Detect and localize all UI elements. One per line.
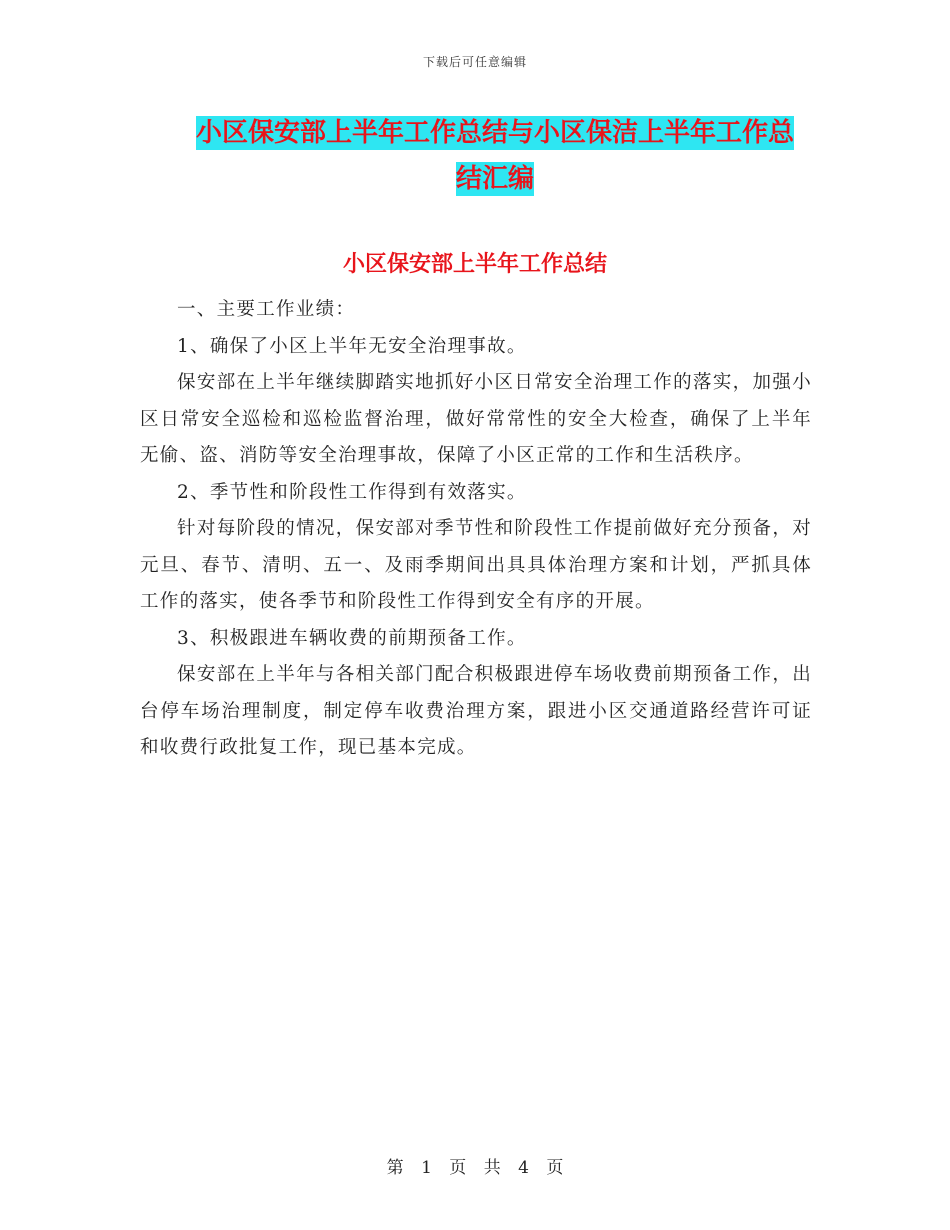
document-title-line-2: 结汇编 [455, 164, 534, 194]
page-number: 1 [421, 1158, 432, 1178]
total-suffix: 页 [546, 1158, 564, 1178]
paragraph: 2、季节性和阶段性工作得到有效落实。 [177, 481, 527, 503]
paragraph: 1、确保了小区上半年无安全治理事故。 [177, 335, 527, 357]
section-title: 小区保安部上半年工作总结 [342, 252, 607, 277]
paragraph: 保安部在上半年与各相关部门配合积极跟进停车场收费前期预备工作，出台停车场治理制度，制定停车收费治理方案，跟进小区交通道路经营许可证和收费行政批复工作，现已基本完成。 [140, 664, 812, 758]
total-prefix: 共 [483, 1158, 501, 1178]
document-title [150, 110, 840, 202]
document-body [140, 292, 812, 767]
paragraph: 3、积极跟进车辆收费的前期预备工作。 [177, 627, 527, 649]
paragraph: 针对每阶段的情况，保安部对季节性和阶段性工作提前做好充分预备，对元旦、春节、清明、五一、及雨季期间出具具体治理方案和计划，严抓具体工作的落实，使各季节和阶段性工作得到安全有序的开展。 [140, 518, 812, 612]
paragraph: 一、主要工作业绩： [177, 299, 356, 320]
document-title-line-1: 小区保安部上半年工作总结与小区保洁上半年工作总 [195, 118, 794, 148]
total-pages: 4 [518, 1158, 529, 1178]
header-note: 下载后可任意编辑 [422, 55, 527, 69]
paragraph: 保安部在上半年继续脚踏实地抓好小区日常安全治理工作的落实，加强小区日常安全巡检和巡检监督治理，做好常常性的安全大检查，确保了上半年无偷、盗、消防等安全治理事故，保障了小区正常的工作和生活秩序。 [140, 372, 812, 466]
page-prefix: 第 [386, 1158, 404, 1178]
page-footer [0, 1153, 950, 1178]
page-mid: 页 [449, 1158, 467, 1178]
